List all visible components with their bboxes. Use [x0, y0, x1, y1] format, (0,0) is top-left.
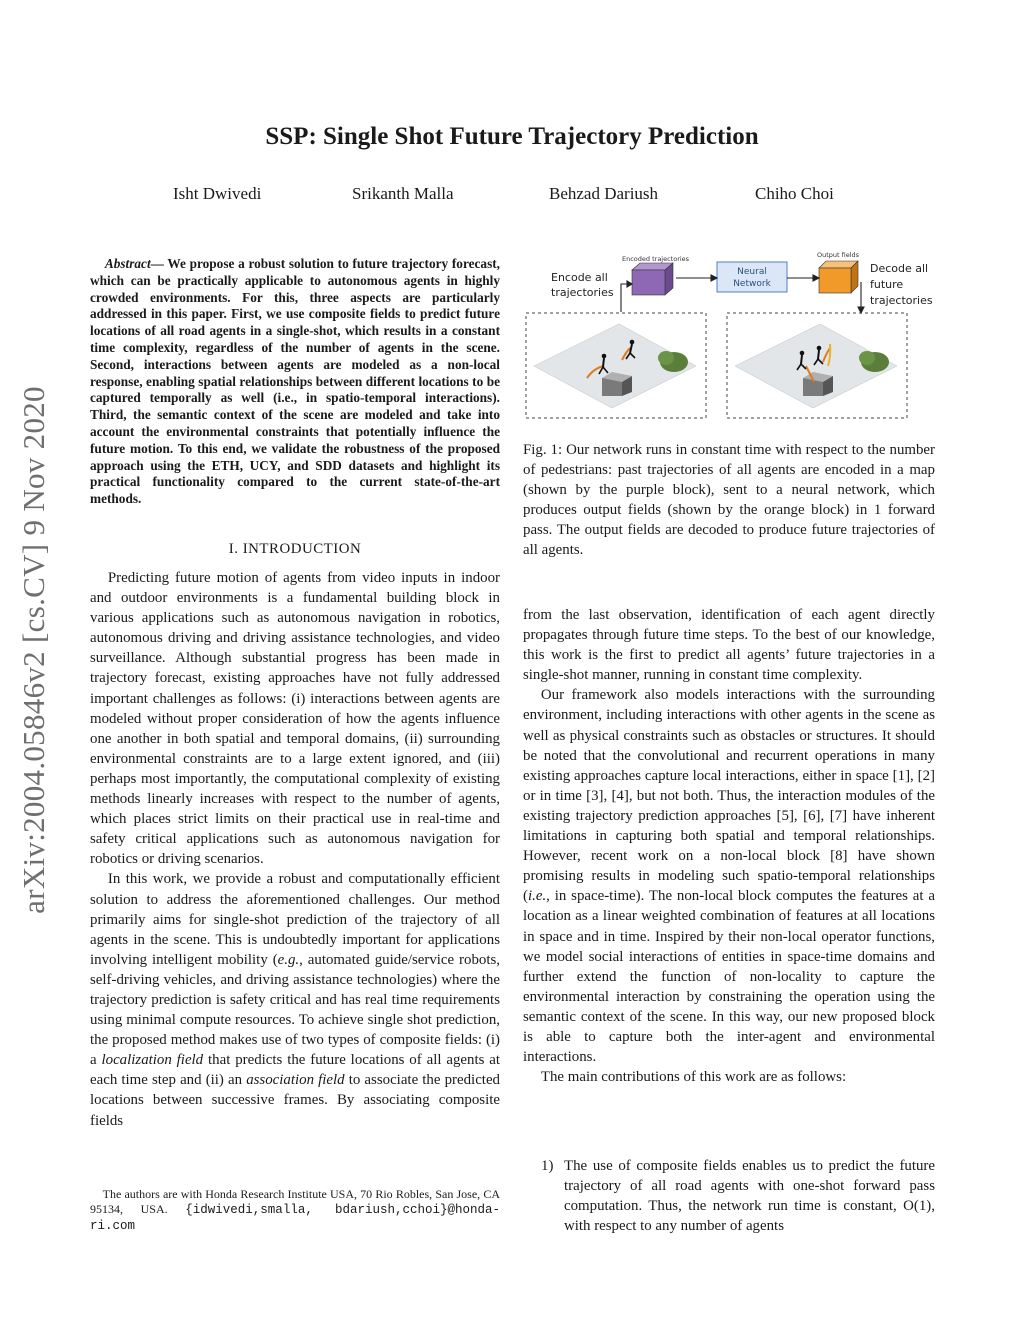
- paragraph: from the last observation, identification of each agent directly propagates through future time steps. To the best of our knowledge, this work is the first to predict all agents’ future trajectories in a single-shot manner, running in constant time complexity.: [523, 607, 935, 684]
- text-run: to associate the predicted locations between successive frames. By associating composite fields: [90, 1072, 500, 1129]
- neural-network-box: [717, 262, 787, 292]
- text-run: , automated guide/service robots, self-driving vehicles, and driving assistance technologies) where the trajectory prediction is safety critical and has real time requirements using minimal compute resources. To achieve single shot prediction, the proposed method makes use of two types of composite fields: (i) a: [90, 951, 500, 1069]
- author-name: Srikanth Malla: [352, 184, 454, 203]
- paragraph: Predicting future motion of agents from video inputs in indoor and outdoor environments is a fundamental building block in various applications such as autonomous navigation in robotics, autonomous driving and driving assistance technologies, and video surveillance. Although substantial progress has been made in trajectory forecast, existing approaches have not fully addressed important challenges as follows: (i) interactions between agents are modeled without proper consideration of how the agents influence one another in both spatial and temporal domains, (ii) surrounding environmental constraints are to a large extent ignored, and (iii) perhaps most importantly, the computational complexity of existing methods linearly increases with respect to the number of agents, which places strict limits on their practical use in real-time and safety critical applications such as autonomous navigation for robotics or driving scenarios.: [90, 570, 500, 868]
- left-column-body: [90, 568, 500, 1131]
- input-scene: [534, 324, 696, 408]
- author-name: Chiho Choi: [755, 184, 834, 203]
- decode-label-line3: trajectories: [870, 294, 933, 307]
- encoded-map-block: [632, 263, 673, 295]
- footnote-emails: {idwivedi,smalla, bdariush,cchoi}@honda-ri.com: [90, 1203, 500, 1233]
- output-scene: [735, 324, 897, 408]
- figure-caption: Fig. 1: Our network runs in constant time with respect to the number of pedestrians: past trajectories of all agents are encoded in a map (shown by the purple block), sent to a neural network, which produces output fields (shown by the orange block) in 1 forward pass. The output fields are decoded to produce future trajectories of all agents.: [523, 442, 935, 559]
- contribution-number: 1): [541, 1158, 554, 1174]
- text-run: Our framework also models interactions with the surrounding environment, including interactions with other agents in the scene as well as physical constraints such as obstacles or structures. It should be noted that the convolutional and recurrent operations in many existing approaches capture local interactions, either in space [1], [2] or in time [3], [4], but not both. Thus, the interaction modules of the existing trajectory prediction approaches [5], [6], [7] have inherent limitations in capturing both spatial and temporal relationships. However, recent work on a non-local block [8] have shown promising results in modeling such spatio-temporal relationships (: [523, 687, 935, 905]
- abstract-text: We propose a robust solution to future trajectory forecast, which can be practically applicable to autonomous agents in highly crowded environments. For this, three aspects are particularly addressed in this paper. First, we use composite fields to predict future locations of all road agents in a single-shot, which results in a constant time complexity, regardless of the number of agents in the scene. Second, interactions between agents are modeled as a non-local response, enabling spatial relationships between different locations to be captured temporally as well (i.e., in spatio-temporal interactions). Third, the semantic context of the scene are modeled and take into account the environmental constraints that potentially influence the future motion. To this end, we validate the robustness of the proposed approach using the ETH, UCY, and SDD datasets and highlight its practical functionality compared to the current state-of-the-art methods.: [90, 256, 500, 507]
- abstract-label: Abstract: [104, 256, 151, 271]
- footnote-text: The authors are with Honda Research Institute USA, 70 Rio Robles, San Jose, CA 95134, USA.: [90, 1187, 500, 1216]
- paragraph: The main contributions of this work are as follows:: [540, 1069, 847, 1086]
- output-fields-label: Output fields: [817, 251, 860, 259]
- contribution-item: [523, 1156, 935, 1236]
- author-name: Behzad Dariush: [549, 184, 659, 203]
- paper-title: SSP: Single Shot Future Trajectory Prediction: [265, 123, 759, 150]
- encode-label-line2: trajectories: [551, 286, 614, 299]
- right-column-body: [523, 605, 935, 1087]
- encoded-trajectories-label: Encoded trajectories: [622, 255, 690, 263]
- section-heading: I. INTRODUCTION: [228, 541, 362, 557]
- output-fields-block: [819, 261, 858, 293]
- arxiv-stamp-text: arXiv:2004.05846v2 [cs.CV] 9 Nov 2020: [16, 386, 51, 914]
- paragraph: [523, 685, 935, 1067]
- abstract-dash: —: [150, 256, 164, 271]
- decode-label-line1: Decode all: [870, 262, 929, 275]
- text-run: association field: [246, 1072, 345, 1089]
- neural-network-line2: Network: [733, 279, 771, 289]
- text-run: that predicts the future locations of all agents at each time step and (ii) an: [90, 1052, 500, 1089]
- footnote: [90, 1187, 500, 1234]
- paragraph: [90, 869, 500, 1130]
- contribution-text: The use of composite fields enables us to predict the future trajectory of all road agents with one-shot forward pass computation. Thus, the network run time is constant, O(1), with respect to any number of agents: [564, 1158, 935, 1235]
- encode-label-line1: Encode all: [551, 271, 608, 284]
- text-run: i.e.: [527, 888, 547, 905]
- text-run: , in space-time). The non-local block computes the features at a location as a linear weighted combination of features at all locations in space and in time. Inspired by their non-local operator functions, we model social interactions of entities in space-time domains and further extend the function of non-locality to capture the environmental interaction by constraining the operation using the semantic context of the scene. In this way, our new proposed block is able to capture both the inter-agent and environmental interactions.: [523, 888, 935, 1066]
- neural-network-line1: Neural: [737, 267, 767, 277]
- text-run: In this work, we provide a robust and computationally efficient solution to address the aforementioned challenges. Our method primarily aims for single-shot prediction of the trajectory of all agents in the scene. This is undoubtedly important for applications involving intelligent mobility (: [90, 871, 500, 968]
- text-run: e.g.: [277, 951, 300, 968]
- decode-label-line2: future: [870, 278, 904, 291]
- abstract: [90, 256, 500, 508]
- arxiv-stamp: [14, 350, 54, 950]
- text-run: localization field: [101, 1052, 204, 1069]
- author-name: Isht Dwivedi: [173, 184, 262, 203]
- figure-1-diagram: [524, 248, 936, 424]
